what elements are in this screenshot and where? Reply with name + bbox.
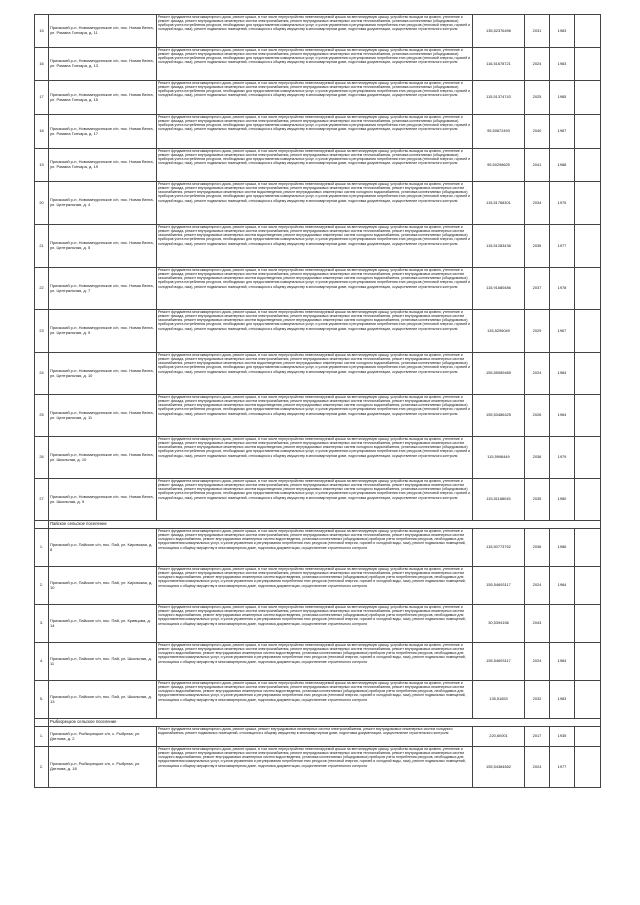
works-text: Ремонт фундамента многоквартирного дома, ремонт крыши, в том числе переустройство невентилируемой крыши на вентилируемую крышу, устройство выходов на кровлю, утепление и ремонт фасада, ремонт внутридомовых инженерных систем электроснабжения, ремонт внутридомовых инженерных систем теплоснабжения, ремонт внутридомовых инженерных систем холодного водоснабжения, ремонт внутридомовых инженерных систем водоотведения, установка коллективных (общедомовых) приборов учета потребления ресурсов, необходимых для предоставления коммунальных услуг, и узлов управления и регулирования потребления этих ресурсов (тепловой энергии, горячей и холодной воды, газа), ремонт подвальных помещений, относящихся к общему имуществу в многоквартирном доме, подготовка документации, осуществление строительного контроля — [158, 643, 466, 664]
address-cell: Приокский р-н, Новомичуринское с/п, пос. Новая Велга, ул. Центральная, д. 11 — [49, 395, 157, 437]
empty-cell — [575, 310, 601, 353]
cost-cell: 115,91680486 — [473, 268, 525, 310]
row-number: 3. — [35, 605, 49, 643]
works-text: Ремонт фундамента многоквартирного дома, ремонт крыши, в том числе переустройство невентилируемой крыши на вентилируемую крышу, устройство выходов на кровлю, утепление и ремонт фасада, ремонт внутридомовых инженерных систем электроснабжения, ремонт внутридомовых инженерных систем теплоснабжения, ремонт внутридомовых инженерных систем газоснабжения, ремонт внутридомовых инженерных систем водоотведения, ремонт внутридомовых инженерных систем холодного водоснабжения, установка коллективных (общедомовых) приборов учета потребления ресурсов, необходимых для предоставления коммунальных услуг, и узлов управления и регулирования потребления этих ресурсов (тепловой энергии, горячей и холодной воды, газа), ремонт подвальных помещений, относящихся к общему имуществу в многоквартирном доме, подготовка документации, осуществление строительного контроля — [158, 182, 471, 203]
document-page — [34, 14, 600, 788]
cost-cell: 115,51374743 — [473, 81, 525, 115]
row-number: 1. — [35, 529, 49, 567]
works-text: Ремонт фундамента многоквартирного дома, ремонт крыши, в том числе переустройство невентилируемой крыши на вентилируемую крышу, устройство выходов на кровлю, утепление и ремонт фасада, ремонт внутридомовых инженерных систем электроснабжения, ремонт внутридомовых инженерных систем теплоснабжения, установка коллективных (общедомовых) приборов учета потребления ресурсов, необходимых для предоставления коммунальных услуг, и узлов управления и регулирования потребления этих ресурсов (тепловой энергии, горячей и холодной воды, газа), ремонт подвальных помещений, относящихся к общему имуществу в многоквартирном доме, подготовка документации, осуществление строительного контроля — [158, 115, 471, 132]
year-cell: 2036 — [525, 529, 550, 567]
table-body — [35, 15, 601, 788]
table-row — [35, 529, 601, 567]
works-text: Ремонт фундамента многоквартирного дома, ремонт крыши, в том числе переустройство невентилируемой крыши на вентилируемую крышу, устройство выходов на кровлю, утепление и ремонт фасада, ремонт внутридомовых инженерных систем электроснабжения, ремонт внутридомовых инженерных систем теплоснабжения, ремонт внутридомовых инженерных систем холодного водоснабжения, ремонт внутридомовых инженерных систем водоотведения, установка коллективных (общедомовых) приборов учета потребления ресурсов, необходимых для предоставления коммунальных услуг, и узлов управления и регулирования потребления этих ресурсов (тепловой энергии, горячей и холодной воды, газа), ремонт подвальных помещений, относящихся к общему имуществу в многоквартирном доме, подготовка документации, осуществление строительного контроля — [158, 605, 466, 626]
row-number: 2. — [35, 567, 49, 605]
address-cell: Приокский р-н, Пайское с/п, пос. Пай, ул. Школьная, д. 11 — [49, 643, 157, 681]
cost-cell: 115,50773752 — [473, 529, 525, 567]
empty-cell — [575, 115, 601, 149]
works-text: Ремонт фундамента многоквартирного дома, ремонт крыши, в том числе переустройство невентилируемой крыши на вентилируемую крышу, устройство выходов на кровлю, утепление и ремонт фасада, ремонт внутридомовых инженерных систем электроснабжения, ремонт внутридомовых инженерных систем теплоснабжения, ремонт внутридомовых инженерных систем холодного водоснабжения, ремонт внутридомовых инженерных систем водоотведения, установка коллективных (общедомовых) приборов учета потребления ресурсов, необходимых для предоставления коммунальных услуг, и узлов управления и регулирования потребления этих ресурсов (тепловой энергии, горячей и холодной воды, газа), ремонт подвальных помещений, относящихся к общему имуществу в многоквартирном доме, подготовка документации, осуществление строительного контроля — [158, 567, 466, 588]
cost-cell: 116,51678721 — [473, 48, 525, 81]
row-number: 19 — [35, 149, 49, 182]
works-cell — [157, 479, 473, 521]
built-year-cell: 1979 — [550, 437, 575, 479]
works-cell — [157, 727, 473, 747]
address-cell: Приокский р-н, Рыбкорецкое с/п, с. Рыбреза, ул. Дятлова, д. 2 — [49, 727, 157, 747]
section-row — [35, 719, 601, 727]
empty-cell — [575, 437, 601, 479]
address-cell: Приокский р-н, Новомичуринское с/п, пос. Новая Велга, ул. Романа Гончара, д. 11 — [49, 15, 157, 48]
cost-cell: 135,52376496 — [473, 15, 525, 48]
table-row — [35, 310, 601, 353]
row-number: 24 — [35, 353, 49, 395]
empty-cell — [575, 353, 601, 395]
empty-cell — [575, 747, 601, 788]
cost-cell: 155,54693117 — [473, 643, 525, 681]
works-text: Ремонт фундамента многоквартирного дома, ремонт крыши, в том числе переустройство невентилируемой крыши на вентилируемую крышу, устройство выходов на кровлю, утепление и ремонт фасада, ремонт внутридомовых инженерных систем электроснабжения, ремонт внутридомовых инженерных систем теплоснабжения, установка коллективных (общедомовых) приборов учета потребления ресурсов, необходимых для предоставления коммунальных услуг, и узлов управления и регулирования потребления этих ресурсов (тепловой энергии, горячей и холодной воды, газа), ремонт подвальных помещений, относящихся к общему имуществу в многоквартирном доме, подготовка документации, осуществление строительного контроля — [158, 48, 471, 65]
built-year-cell: 1984 — [550, 643, 575, 681]
year-cell: 2032 — [525, 681, 550, 719]
cost-cell: 115,51768301 — [473, 182, 525, 225]
cost-cell: 135,51653 — [473, 681, 525, 719]
table-row — [35, 115, 601, 149]
row-number: 22 — [35, 268, 49, 310]
empty-cell — [575, 395, 601, 437]
built-year-cell: 1983 — [550, 48, 575, 81]
year-cell: 2035 — [525, 225, 550, 268]
cost-cell: 155,54384652 — [473, 747, 525, 788]
table-row — [35, 605, 601, 643]
year-cell: 2031 — [525, 15, 550, 48]
empty-cell — [575, 567, 601, 605]
works-cell — [157, 182, 473, 225]
table-row — [35, 727, 601, 747]
works-text: Ремонт фундамента многоквартирного дома, ремонт крыши, в том числе переустройство невентилируемой крыши на вентилируемую крышу, устройство выходов на кровлю, утепление и ремонт фасада, ремонт внутридомовых инженерных систем электроснабжения, ремонт внутридомовых инженерных систем теплоснабжения, установка коллективных (общедомовых) приборов учета потребления ресурсов, необходимых для предоставления коммунальных услуг, и узлов управления и регулирования потребления этих ресурсов (тепловой энергии, горячей и холодной воды, газа), ремонт подвальных помещений, относящихся к общему имуществу в многоквартирном доме, подготовка документации, осуществление строительного контроля — [158, 81, 471, 98]
built-year-cell: 1975 — [550, 182, 575, 225]
cost-cell: 95,50672493 — [473, 115, 525, 149]
table-row — [35, 225, 601, 268]
empty-cell — [575, 81, 601, 115]
address-cell: Приокский р-н, Пайское с/п, пос. Пай, ул. Кировская, д. 8 — [49, 529, 157, 567]
address-cell: Приокский р-н, Пайское с/п, пос. Пай, ул. Кривцова, д. 14 — [49, 605, 157, 643]
table-row — [35, 681, 601, 719]
works-cell — [157, 437, 473, 479]
built-year-cell: 1984 — [550, 353, 575, 395]
row-number: 27 — [35, 479, 49, 521]
cost-cell: 115,51283436 — [473, 225, 525, 268]
row-number: 21 — [35, 225, 49, 268]
address-cell: Приокский р-н, Новомичуринское с/п, пос. Новая Велга, ул. Романа Гончара, д. 17 — [49, 115, 157, 149]
year-cell: 2017 — [525, 727, 550, 747]
capital-repair-table — [34, 14, 601, 788]
empty-cell — [575, 268, 601, 310]
address-cell: Приокский р-н, Новомичуринское с/п, пос. Новая Велга, ул. Романа Гончара, д. 15 — [49, 81, 157, 115]
address-cell: Приокский р-н, Новомичуринское с/п, пос. Новая Велга, ул. Школьная, д. 10 — [49, 437, 157, 479]
built-year-cell: 1984 — [550, 567, 575, 605]
cost-cell: 115,5998449 — [473, 437, 525, 479]
works-text: Ремонт фундамента многоквартирного дома, ремонт крыши, в том числе переустройство невентилируемой крыши на вентилируемую крышу, устройство выходов на кровлю, утепление и ремонт фасада, ремонт внутридомовых инженерных систем электроснабжения, ремонт внутридомовых инженерных систем теплоснабжения, ремонт внутридомовых инженерных систем газоснабжения, ремонт внутридомовых инженерных систем водоотведения, ремонт внутридомовых инженерных систем холодного водоснабжения, установка коллективных (общедомовых) приборов учета потребления ресурсов, необходимых для предоставления коммунальных услуг, и узлов управления и регулирования потребления этих ресурсов (тепловой энергии, горячей и холодной воды, газа), ремонт подвальных помещений, относящихся к общему имуществу в многоквартирном доме, подготовка документации, осуществление строительного контроля — [158, 479, 471, 500]
works-text: Ремонт фундамента многоквартирного дома, ремонт крыши, в том числе переустройство невентилируемой крыши на вентилируемую крышу, устройство выходов на кровлю, утепление и ремонт фасада, ремонт внутридомовых инженерных систем электроснабжения, ремонт внутридомовых инженерных систем теплоснабжения, ремонт внутридомовых инженерных систем газоснабжения, ремонт внутридомовых инженерных систем водоотведения, ремонт внутридомовых инженерных систем холодного водоснабжения, установка коллективных (общедомовых) приборов учета потребления ресурсов, необходимых для предоставления коммунальных услуг, и узлов управления и регулирования потребления этих ресурсов (тепловой энергии, горячей и холодной воды, газа), ремонт подвальных помещений, относящихся к общему имуществу в многоквартирном доме, подготовка документации, осуществление строительного контроля — [158, 437, 471, 458]
address-cell: Приокский р-н, Новомичуринское с/п, пос. Новая Велга, ул. Центральная, д. 7 — [49, 268, 157, 310]
row-number: 15 — [35, 15, 49, 48]
row-number: 25 — [35, 395, 49, 437]
empty-cell — [575, 48, 601, 81]
address-cell: Приокский р-н, Новомичуринское с/п, пос. Новая Велга, ул. Центральная, д. 4 — [49, 182, 157, 225]
address-cell: Приокский р-н, Новомичуринское с/п, пос. Новая Велга, ул. Романа Гончара, д. 19 — [49, 149, 157, 182]
year-cell: 2040 — [525, 115, 550, 149]
year-cell: 2024 — [525, 567, 550, 605]
built-year-cell: 1980 — [550, 479, 575, 521]
cost-cell: 155,53486425 — [473, 395, 525, 437]
empty-cell — [575, 149, 601, 182]
works-cell — [157, 395, 473, 437]
empty-cell — [575, 225, 601, 268]
year-cell: 2036 — [525, 437, 550, 479]
built-year-cell: 1977 — [550, 225, 575, 268]
works-text: Ремонт фундамента многоквартирного дома, ремонт крыши, в том числе переустройство невентилируемой крыши на вентилируемую крышу, устройство выходов на кровлю, утепление и ремонт фасада, ремонт внутридомовых инженерных систем электроснабжения, ремонт внутридомовых инженерных систем теплоснабжения, ремонт внутридомовых инженерных систем газоснабжения, ремонт внутридомовых инженерных систем водоотведения, ремонт внутридомовых инженерных систем холодного водоснабжения, установка коллективных (общедомовых) приборов учета потребления ресурсов, необходимых для предоставления коммунальных услуг, и узлов управления и регулирования потребления этих ресурсов (тепловой энергии, горячей и холодной воды, газа), ремонт подвальных помещений, относящихся к общему имуществу в многоквартирном доме, подготовка документации, осуществление строительного контроля — [158, 353, 471, 374]
address-cell: Приокский р-н, Новомичуринское с/п, пос. Новая Велга, ул. Центральная, д. 5 — [49, 225, 157, 268]
row-number: 5. — [35, 681, 49, 719]
address-cell: Приокский р-н, Рыбкорецкое с/п, с. Рыбреза, ул. Дятлова, д. 18 — [49, 747, 157, 788]
cost-cell: 30,5394156 — [473, 605, 525, 643]
built-year-cell: 1978 — [550, 268, 575, 310]
works-cell — [157, 605, 473, 643]
section-row — [35, 521, 601, 529]
empty-cell — [575, 529, 601, 567]
year-cell: 2041 — [525, 149, 550, 182]
built-year-cell: 1935 — [550, 727, 575, 747]
year-cell: 2043 — [525, 605, 550, 643]
cost-cell: 95,50298625 — [473, 149, 525, 182]
cost-cell: 115,51188045 — [473, 479, 525, 521]
year-cell: 2024 — [525, 353, 550, 395]
address-cell: Приокский р-н, Новомичуринское с/п, пос. Новая Велга, ул. Центральная, д. 9 — [49, 310, 157, 353]
empty-cell — [575, 15, 601, 48]
table-row — [35, 182, 601, 225]
table-row — [35, 149, 601, 182]
empty-cell — [575, 727, 601, 747]
works-text: Ремонт фундамента многоквартирного дома, ремонт крыши, в том числе переустройство невентилируемой крыши на вентилируемую крышу, устройство выходов на кровлю, утепление и ремонт фасада, ремонт внутридомовых инженерных систем электроснабжения, ремонт внутридомовых инженерных систем теплоснабжения, установка коллективных (общедомовых) приборов учета потребления ресурсов, необходимых для предоставления коммунальных услуг, и узлов управления и регулирования потребления этих ресурсов (тепловой энергии, горячей и холодной воды, газа), ремонт подвальных помещений, относящихся к общему имуществу в многоквартирном доме, подготовка документации, осуществление строительного контроля — [158, 15, 471, 32]
address-cell: Приокский р-н, Новомичуринское с/п, пос. Новая Велга, ул. Школьная, д. 9 — [49, 479, 157, 521]
table-row — [35, 747, 601, 788]
works-cell — [157, 268, 473, 310]
works-text: Ремонт фундамента многоквартирного дома, ремонт крыши, в том числе переустройство невентилируемой крыши на вентилируемую крышу, устройство выходов на кровлю, утепление и ремонт фасада, ремонт внутридомовых инженерных систем электроснабжения, ремонт внутридомовых инженерных систем теплоснабжения, ремонт внутридомовых инженерных систем холодного водоснабжения, ремонт внутридомовых инженерных систем водоотведения, установка коллективных (общедомовых) приборов учета потребления ресурсов, необходимых для предоставления коммунальных услуг, и узлов управления и регулирования потребления этих ресурсов (тепловой энергии, горячей и холодной воды, газа), ремонт подвальных помещений, относящихся к общему имуществу в многоквартирном доме, подготовка документации, осуществление строительного контроля — [158, 747, 466, 768]
empty-cell — [575, 643, 601, 681]
works-text: Ремонт фундамента многоквартирного дома, ремонт крыши, в том числе переустройство невентилируемой крыши на вентилируемую крышу, устройство выходов на кровлю, утепление и ремонт фасада, ремонт внутридомовых инженерных систем электроснабжения, ремонт внутридомовых инженерных систем теплоснабжения, ремонт внутридомовых инженерных систем холодного водоснабжения, ремонт внутридомовых инженерных систем водоотведения, установка коллективных (общедомовых) приборов учета потребления ресурсов, необходимых для предоставления коммунальных услуг, и узлов управления и регулирования потребления этих ресурсов (тепловой энергии, горячей и холодной воды, газа), ремонт подвальных помещений, относящихся к общему имуществу в многоквартирном доме, подготовка документации, осуществление строительного контроля — [158, 529, 466, 550]
table-row — [35, 268, 601, 310]
address-cell: Приокский р-н, Пайское с/п, пос. Пай, ул. Кировская, д. 10 — [49, 567, 157, 605]
works-cell — [157, 529, 473, 567]
works-cell — [157, 225, 473, 268]
row-number: 20 — [35, 182, 49, 225]
table-row — [35, 353, 601, 395]
table-row — [35, 395, 601, 437]
works-cell — [157, 149, 473, 182]
built-year-cell: 1986 — [550, 529, 575, 567]
empty-cell — [575, 681, 601, 719]
works-text: Ремонт фундамента многоквартирного дома, ремонт крыши, в том числе переустройство невентилируемой крыши на вентилируемую крышу, устройство выходов на кровлю, утепление и ремонт фасада, ремонт внутридомовых инженерных систем электроснабжения, ремонт внутридомовых инженерных систем теплоснабжения, ремонт внутридомовых инженерных систем газоснабжения, ремонт внутридомовых инженерных систем водоотведения, ремонт внутридомовых инженерных систем холодного водоснабжения, установка коллективных (общедомовых) приборов учета потребления ресурсов, необходимых для предоставления коммунальных услуг, и узлов управления и регулирования потребления этих ресурсов (тепловой энергии, горячей и холодной воды, газа), ремонт подвальных помещений, относящихся к общему имуществу в многоквартирном доме, подготовка документации, осуществление строительного контроля — [158, 395, 471, 416]
address-cell: Приокский р-н, Новомичуринское с/п, пос. Новая Велга, ул. Центральная, д. 10 — [49, 353, 157, 395]
table-row — [35, 643, 601, 681]
built-year-cell: 1988 — [550, 149, 575, 182]
row-number: 17 — [35, 81, 49, 115]
built-year-cell: 1983 — [550, 15, 575, 48]
year-cell: 2024 — [525, 747, 550, 788]
works-text: Ремонт фундамента многоквартирного дома, ремонт крыши, в том числе переустройство невентилируемой крыши на вентилируемую крышу, устройство выходов на кровлю, утепление и ремонт фасада, ремонт внутридомовых инженерных систем электроснабжения, ремонт внутридомовых инженерных систем теплоснабжения, ремонт внутридомовых инженерных систем газоснабжения, ремонт внутридомовых инженерных систем водоотведения, ремонт внутридомовых инженерных систем холодного водоснабжения, установка коллективных (общедомовых) приборов учета потребления ресурсов, необходимых для предоставления коммунальных услуг, и узлов управления и регулирования потребления этих ресурсов (тепловой энергии, горячей и холодной воды, газа), ремонт подвальных помещений, относящихся к общему имуществу в многоквартирном доме, подготовка документации, осуществление строительного контроля — [158, 310, 471, 331]
row-number: 18 — [35, 115, 49, 149]
year-cell: 2034 — [525, 182, 550, 225]
works-cell — [157, 567, 473, 605]
empty-cell — [575, 605, 601, 643]
year-cell: 2026 — [525, 395, 550, 437]
row-number: 1. — [35, 727, 49, 747]
cost-cell: 155,55089465 — [473, 353, 525, 395]
works-cell — [157, 643, 473, 681]
built-year-cell: 1977 — [550, 747, 575, 788]
year-cell: 2024 — [525, 643, 550, 681]
works-cell — [157, 48, 473, 81]
empty-cell — [575, 479, 601, 521]
built-year-cell: 1985 — [550, 81, 575, 115]
year-cell: 2024 — [525, 48, 550, 81]
works-cell — [157, 747, 473, 788]
address-cell: Приокский р-н, Пайское с/п, пос. Пай, ул. Школьная, д. 13 — [49, 681, 157, 719]
works-text: Ремонт фундамента многоквартирного дома, ремонт крыши, ремонт внутридомовых инженерных систем электроснабжения, ремонт внутридомовых инженерных систем холодного водоснабжения, ремонт подвальных помещений, относящихся к общему имуществу в многоквартирном доме, подготовка документации, осуществление строительного контроля — [158, 727, 453, 736]
built-year-cell: 1987 — [550, 115, 575, 149]
year-cell: 2035 — [525, 479, 550, 521]
works-cell — [157, 310, 473, 353]
built-year-cell: 1964 — [550, 395, 575, 437]
built-year-cell: 1983 — [550, 681, 575, 719]
works-text: Ремонт фундамента многоквартирного дома, ремонт крыши, в том числе переустройство невентилируемой крыши на вентилируемую крышу, устройство выходов на кровлю, утепление и ремонт фасада, ремонт внутридомовых инженерных систем электроснабжения, ремонт внутридомовых инженерных систем теплоснабжения, ремонт внутридомовых инженерных систем газоснабжения, ремонт внутридомовых инженерных систем водоотведения, ремонт внутридомовых инженерных систем холодного водоснабжения, установка коллективных (общедомовых) приборов учета потребления ресурсов, необходимых для предоставления коммунальных услуг, и узлов управления и регулирования потребления этих ресурсов (тепловой энергии, горячей и холодной воды, газа), ремонт подвальных помещений, относящихся к общему имуществу в многоквартирном доме, подготовка документации, осуществление строительного контроля — [158, 225, 471, 246]
table-row — [35, 437, 601, 479]
year-cell: 2037 — [525, 268, 550, 310]
works-cell — [157, 353, 473, 395]
works-text: Ремонт фундамента многоквартирного дома, ремонт крыши, в том числе переустройство невентилируемой крыши на вентилируемую крышу, устройство выходов на кровлю, утепление и ремонт фасада, ремонт внутридомовых инженерных систем электроснабжения, ремонт внутридомовых инженерных систем теплоснабжения, ремонт внутридомовых инженерных систем газоснабжения, ремонт внутридомовых инженерных систем водоотведения, ремонт внутридомовых инженерных систем холодного водоснабжения, установка коллективных (общедомовых) приборов учета потребления ресурсов, необходимых для предоставления коммунальных услуг, и узлов управления и регулирования потребления этих ресурсов (тепловой энергии, горячей и холодной воды, газа), ремонт подвальных помещений, относящихся к общему имуществу в многоквартирном доме, подготовка документации, осуществление строительного контроля — [158, 268, 471, 289]
row-number: 4. — [35, 643, 49, 681]
built-year-cell — [550, 605, 575, 643]
year-cell: 2025 — [525, 81, 550, 115]
section-number-cell — [35, 521, 49, 529]
cost-cell: 220,60001 — [473, 727, 525, 747]
empty-cell — [575, 182, 601, 225]
row-number: 2. — [35, 747, 49, 788]
table-row — [35, 81, 601, 115]
row-number: 23 — [35, 310, 49, 353]
works-cell — [157, 115, 473, 149]
year-cell: 2029 — [525, 310, 550, 353]
works-cell — [157, 81, 473, 115]
row-number: 16 — [35, 48, 49, 81]
section-number-cell — [35, 719, 49, 727]
cost-cell: 155,54693117 — [473, 567, 525, 605]
table-row — [35, 48, 601, 81]
address-cell: Приокский р-н, Новомичуринское с/п, пос. Новая Велга, ул. Романа Гончара, д. 13 — [49, 48, 157, 81]
works-text: Ремонт фундамента многоквартирного дома, ремонт крыши, в том числе переустройство невентилируемой крыши на вентилируемую крышу, устройство выходов на кровлю, утепление и ремонт фасада, ремонт внутридомовых инженерных систем электроснабжения, ремонт внутридомовых инженерных систем теплоснабжения, установка коллективных (общедомовых) приборов учета потребления ресурсов, необходимых для предоставления коммунальных услуг, и узлов управления и регулирования потребления этих ресурсов (тепловой энергии, горячей и холодной воды, газа), ремонт подвальных помещений, относящихся к общему имуществу в многоквартирном доме, подготовка документации, осуществление строительного контроля — [158, 149, 471, 166]
works-text: Ремонт фундамента многоквартирного дома, ремонт крыши, в том числе переустройство невентилируемой крыши на вентилируемую крышу, устройство выходов на кровлю, утепление и ремонт фасада, ремонт внутридомовых инженерных систем электроснабжения, ремонт внутридомовых инженерных систем теплоснабжения, ремонт внутридомовых инженерных систем холодного водоснабжения, ремонт внутридомовых инженерных систем водоотведения, установка коллективных (общедомовых) приборов учета потребления ресурсов, необходимых для предоставления коммунальных услуг, и узлов управления и регулирования потребления этих ресурсов (тепловой энергии, горячей и холодной воды, газа), ремонт подвальных помещений, относящихся к общему имуществу в многоквартирном доме, подготовка документации, осуществление строительного контроля — [158, 681, 466, 702]
works-cell — [157, 15, 473, 48]
section-title: Рыбкорецкое сельское поселение — [49, 719, 601, 727]
table-row — [35, 567, 601, 605]
table-row — [35, 479, 601, 521]
section-title: Пайское сельское поселение — [49, 521, 601, 529]
built-year-cell: 1967 — [550, 310, 575, 353]
row-number: 26 — [35, 437, 49, 479]
works-cell — [157, 681, 473, 719]
table-row — [35, 15, 601, 48]
cost-cell: 135,5296049 — [473, 310, 525, 353]
